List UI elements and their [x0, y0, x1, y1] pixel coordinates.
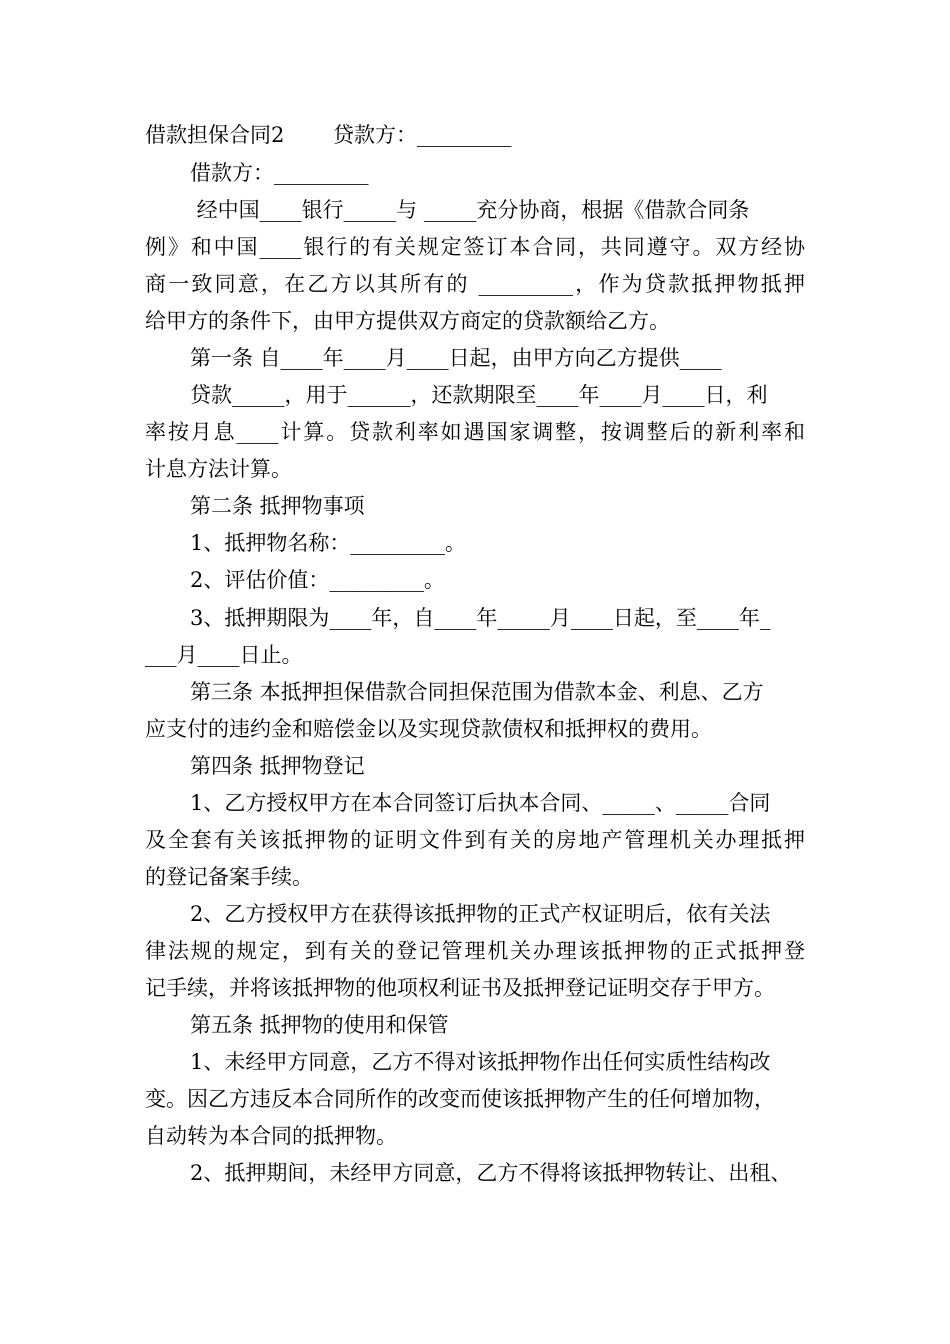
text-line: 及全套有关该抵押物的证明文件到有关的房地产管理机关办理抵押	[145, 828, 805, 852]
text-line: 的登记备案手续。	[145, 865, 313, 889]
text-line: 贷款_____，用于______，还款期限至____年____月____日，利	[190, 383, 768, 407]
text-line: 率按月息____计算。贷款利率如遇国家调整，按调整后的新利率和	[145, 420, 805, 444]
title-line: 借款担保合同2 贷款方：_________	[145, 123, 512, 147]
text-line: 借款方：_________	[190, 161, 369, 185]
text-line: 第一条 自____年____月____日起，由甲方向乙方提供____	[190, 346, 722, 370]
text-line: 计息方法计算。	[145, 457, 292, 481]
text-line: 3、抵押期限为____年，自____年_____月____日起，至____年_	[190, 606, 771, 630]
text-line: 2、评估价值：_________。	[190, 568, 445, 592]
text-line: 经中国____银行_____与 _____充分协商，根据《借款合同条	[190, 198, 750, 222]
text-line: 第三条 本抵押担保借款合同担保范围为借款本金、利息、乙方	[190, 680, 764, 704]
text-line: 1、抵押物名称：_________。	[190, 531, 466, 555]
text-line: 例》和中国____银行的有关规定签订本合同，共同遵守。双方经协	[145, 235, 805, 259]
text-line: 1、乙方授权甲方在本合同签订后执本合同、_____、_____合同	[190, 791, 771, 815]
text-line: 自动转为本合同的抵押物。	[145, 1124, 397, 1148]
section-heading: 第二条 抵押物事项	[190, 494, 365, 518]
section-heading: 第五条 抵押物的使用和保管	[190, 1013, 449, 1037]
text-line: 1、未经甲方同意，乙方不得对该抵押物作出任何实质性结构改	[190, 1050, 771, 1074]
text-line: 2、抵押期间，未经甲方同意，乙方不得将该抵押物转让、出租、	[190, 1161, 792, 1185]
text-line: 应支付的违约金和赔偿金以及实现贷款债权和抵押权的费用。	[145, 717, 712, 741]
text-line: 变。因乙方违反本合同所作的改变而使该抵押物产生的任何增加物，	[145, 1087, 775, 1111]
text-line: ___月____日止。	[145, 643, 303, 667]
text-line: 给甲方的条件下，由甲方提供双方商定的贷款额给乙方。	[145, 309, 670, 333]
text-line: 2、乙方授权甲方在获得该抵押物的正式产权证明后，依有关法	[190, 902, 771, 926]
text-line: 商一致同意，在乙方以其所有的 _________，作为贷款抵押物抵押	[145, 272, 805, 296]
text-line: 记手续，并将该抵押物的他项权利证书及抵押登记证明交存于甲方。	[145, 976, 775, 1000]
section-heading: 第四条 抵押物登记	[190, 754, 365, 778]
text-line: 律法规的规定，到有关的登记管理机关办理该抵押物的正式抵押登	[145, 939, 805, 963]
